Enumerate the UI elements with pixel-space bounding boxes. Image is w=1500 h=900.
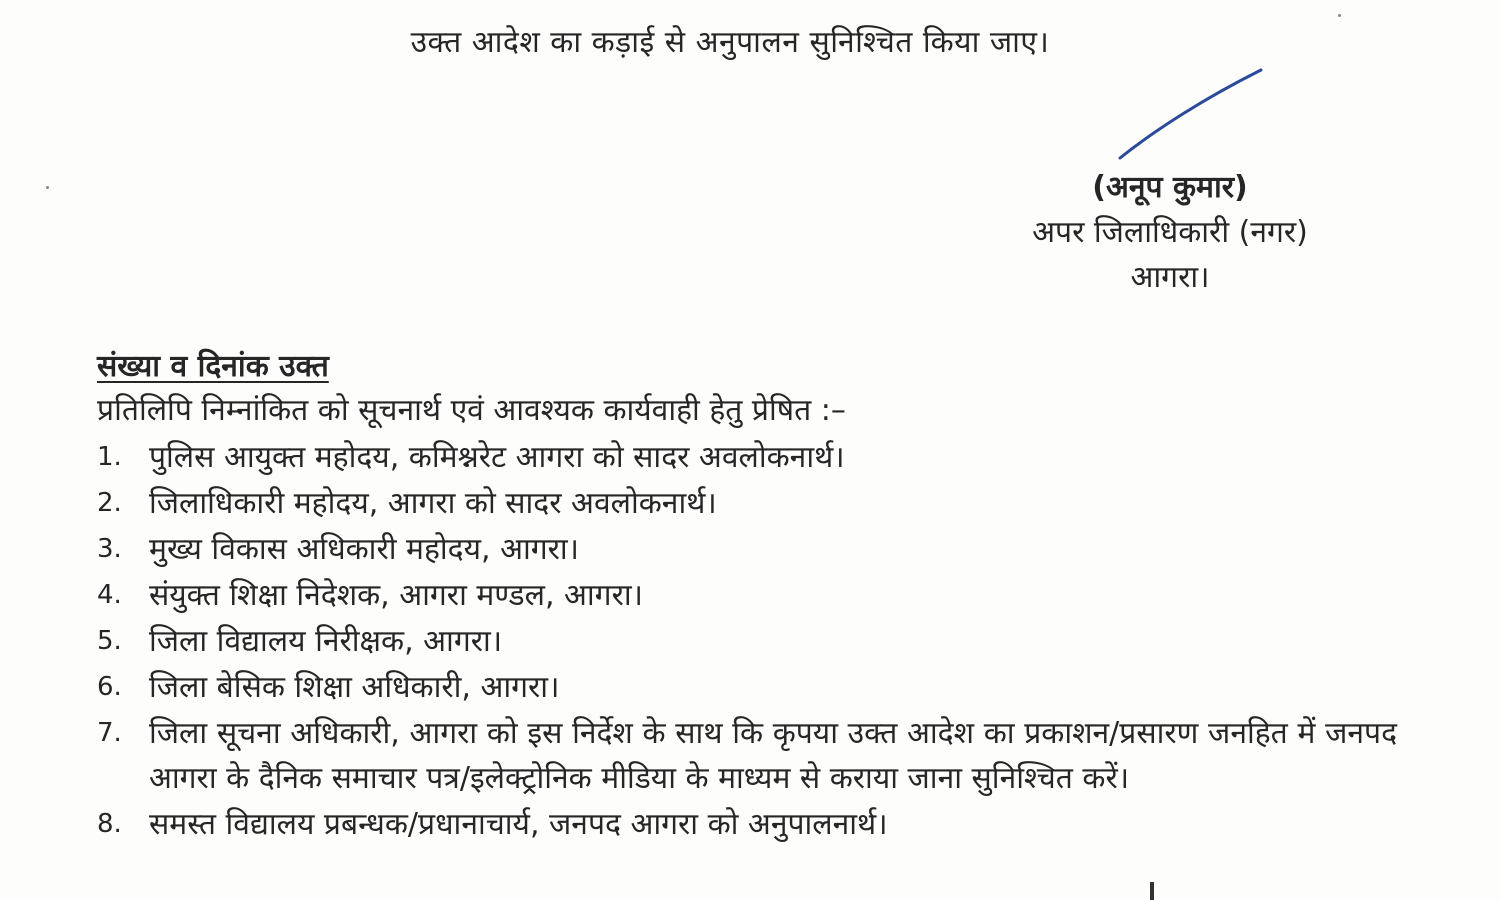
list-item: [97, 711, 1397, 801]
item-number: 2.: [97, 488, 122, 518]
reference-heading: संख्या व दिनांक उक्त: [97, 349, 329, 384]
list-item: [97, 481, 1397, 526]
recipient-list: [97, 435, 1397, 847]
signatory-place: आगरा।: [1130, 260, 1210, 295]
signatory-name: (अनूप कुमार): [1092, 170, 1248, 205]
item-number: 5.: [97, 626, 122, 656]
signature-stroke: [1115, 68, 1265, 163]
item-text: जिलाधिकारी महोदय, आगरा को सादर अवलोकनार्थ।: [149, 486, 717, 521]
item-text: जिला विद्यालय निरीक्षक, आगरा।: [149, 624, 503, 659]
ink-mark: [1150, 882, 1154, 900]
item-number: 6.: [97, 672, 122, 702]
item-number: 3.: [97, 534, 122, 564]
item-text: जिला सूचना अधिकारी, आगरा को इस निर्देश के साथ कि कृपया उक्त आदेश का प्रकाशन/प्रसारण जनहित में जनपद आगरा के दैनिक समाचार पत्र/इलेक्ट्रोनिक मीडिया के माध्यम से कराया जाना सुनिश्चित करें।: [149, 716, 1397, 796]
item-text: संयुक्त शिक्षा निदेशक, आगरा मण्डल, आगरा।: [149, 578, 643, 613]
list-item: [97, 527, 1397, 572]
paper-speck: [46, 186, 49, 189]
list-item: [97, 573, 1397, 618]
copy-intro: प्रतिलिपि निम्नांकित को सूचनार्थ एवं आवश्यक कार्यवाही हेतु प्रेषित :–: [97, 393, 846, 428]
item-number: 1.: [97, 442, 122, 472]
list-item: [97, 802, 1397, 847]
list-item: [97, 619, 1397, 664]
item-text: पुलिस आयुक्त महोदय, कमिश्नरेट आगरा को सादर अवलोकनार्थ।: [149, 440, 845, 475]
signatory-block: [980, 165, 1360, 300]
list-item: [97, 665, 1397, 710]
item-number: 4.: [97, 580, 122, 610]
item-text: जिला बेसिक शिक्षा अधिकारी, आगरा।: [149, 670, 560, 705]
item-text: मुख्य विकास अधिकारी महोदय, आगरा।: [149, 532, 580, 567]
item-text: समस्त विद्यालय प्रबन्धक/प्रधानाचार्य, जनपद आगरा को अनुपालनार्थ।: [149, 807, 888, 842]
closing-instruction: उक्त आदेश का कड़ाई से अनुपालन सुनिश्चित किया जाए।: [410, 25, 1050, 60]
paper-speck: [1338, 14, 1341, 17]
list-item: [97, 435, 1397, 480]
copy-distribution-section: [97, 345, 1397, 848]
signatory-designation: अपर जिलाधिकारी (नगर): [1032, 215, 1308, 250]
item-number: 7.: [97, 718, 122, 748]
item-number: 8.: [97, 809, 122, 839]
